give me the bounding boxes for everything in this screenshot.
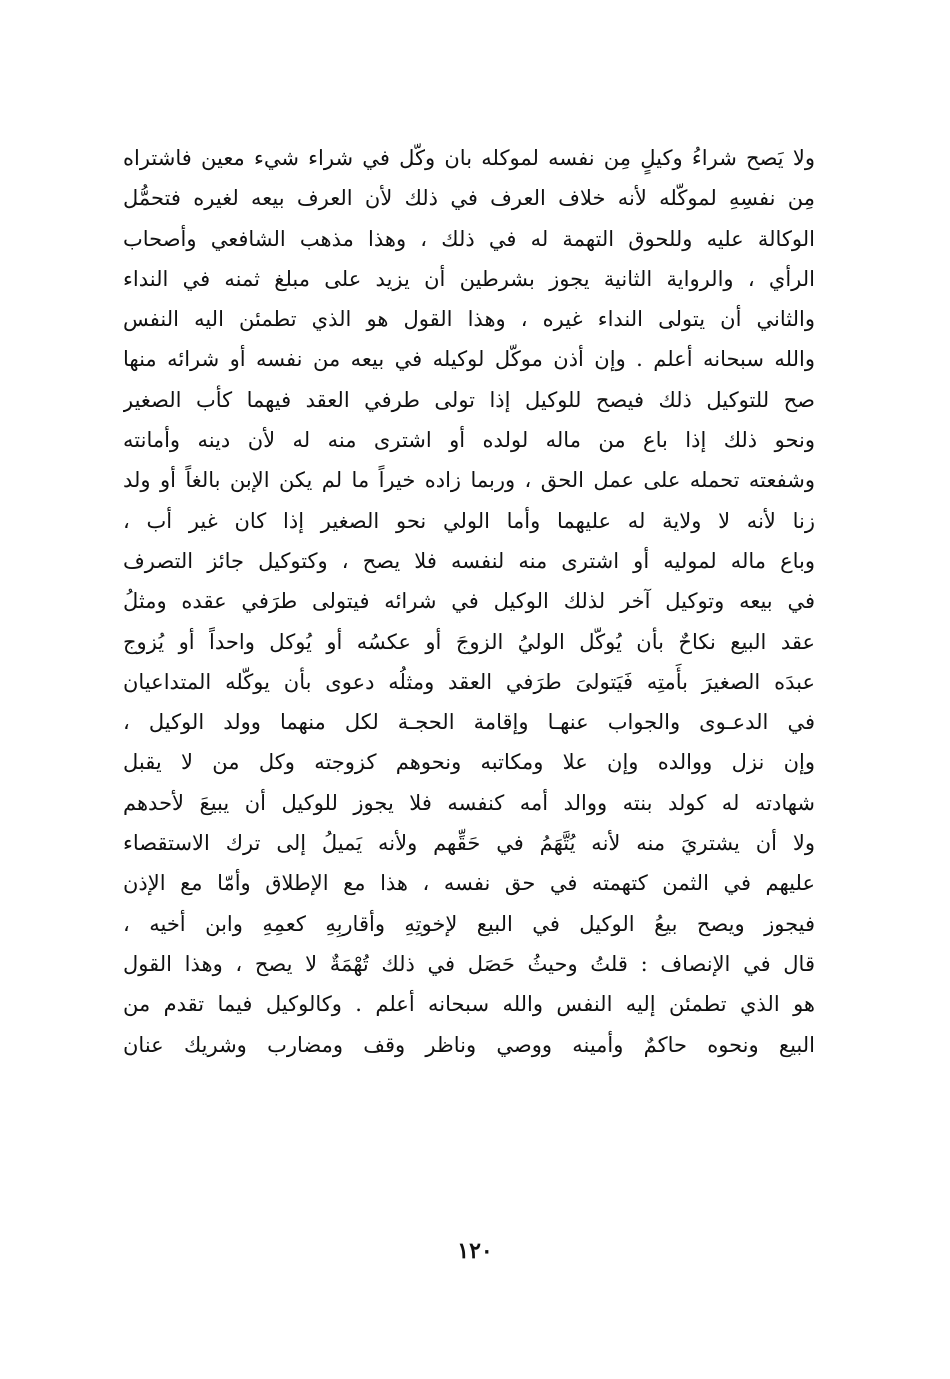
text-line-4: الرأي ، والرواية الثانية يجوز بشرطين أن يزيد على مبلغ ثمنه في النداء [123,266,815,291]
text-line-8: ونحو ذلك إذا باع من ماله لولده أو اشترى منه له لأن دينه وأمانته [123,428,815,453]
body-text [123,138,815,1065]
text-line-12: في بيعه وتوكيل آخر لذلك الوكيل في شرائه فيتولى طرَفي عقده ومثلُ [123,589,815,614]
text-line-14: عبدَه الصغيرَ بأَمتِه فَيَتولىَ طرَفي العقد ومثلُه دعوى بأن يوكّله المتداعيان [123,669,815,694]
text-line-9: وشفعته تحمله على عمل الحق ، وربما زاده خيراً ما لم يكن الإبن بالغاً أو ولد [123,468,815,493]
text-line-13: عقد البيع نكاحٌ بأن يُوكّل الوليُ الزوجَ أو عكسُه أو يُوكل واحداً أو يُزوج [123,629,815,654]
text-line-21: قال في الإنصاف : قلتُ وحيثُ حَصَل في ذلك تُهْمَةٌ لا يصح ، وهذا القول [123,951,815,976]
text-line-11: وباع ماله لموليه أو اشترى منه لنفسه فلا يصح ، وكتوكيل جائز التصرف [123,548,815,573]
text-line-7: صح للتوكيل ذلك فيصح للوكيل إذا تولى طرفي العقد فيهما كأب الصغير [123,387,815,412]
text-line-23: البيع ونحوه حاكمٌ وأمينه ووصي وناظر وقف ومضارب وشريك عنان [123,1032,815,1057]
text-line-2: مِن نفسِهِ لموكّله لأنه خلاف العرف في ذلك لأن العرف بيعه لغيره فتحمُّل [123,186,815,211]
text-line-6: والله سبحانه أعلم . وإن أذن موكّل لوكيله في بيعه من نفسه أو شرائه منها [123,347,815,372]
text-line-1: ولا يَصح شراءُ وكيلٍ مِن نفسه لموكله بان وكّل في شراء شيء معين فاشتراه [123,146,815,170]
text-line-5: والثاني أن يتولى النداء غيره ، وهذا القول هو الذي تطمئن اليه النفس [123,307,815,332]
text-line-19: عليهم في الثمن كتهمته في حق نفسه ، هذا مع الإطلاق وأمّا مع الإذن [123,871,815,896]
text-line-15: في الدعـوى والجواب عنهـا وإقامة الحجـة لكل منهما وولد الوكيل ، [123,710,815,735]
text-line-10: زنا لأنه لا ولاية له عليهما وأما الولي نحو الصغير إذا كان غير أب ، [123,508,815,533]
text-line-16: وإن نزل ووالده وإن علا ومكاتبه ونحوهم كزوجته وكل من لا يقبل [123,750,815,775]
text-line-20: فيجوز ويصح بيعُ الوكيل في البيع لإخوتِهِ وأقاربِهِ كعمِهِ وابن أخيه ، [123,911,815,936]
text-line-17: شهادته له كولد بنته ووالد أمه كنفسه فلا يجوز للوكيل أن يبيعَ لأحدهم [123,790,815,815]
text-line-3: الوكالة عليه وللحوق التهمة له في ذلك ، وهذا مذهب الشافعي وأصحاب [123,226,815,251]
text-line-18: ولا أن يشتريَ منه لأنه يُتَّهَمُ في حَقِّهم ولأنه يَميلُ إلى ترك الاستقصاء [123,831,815,856]
text-line-22: هو الذي تطمئن إليه النفس والله سبحانه أعلم . وكالوكيل فيما تقدم من [123,992,815,1017]
page-number: ١٢٠ [457,1238,493,1264]
